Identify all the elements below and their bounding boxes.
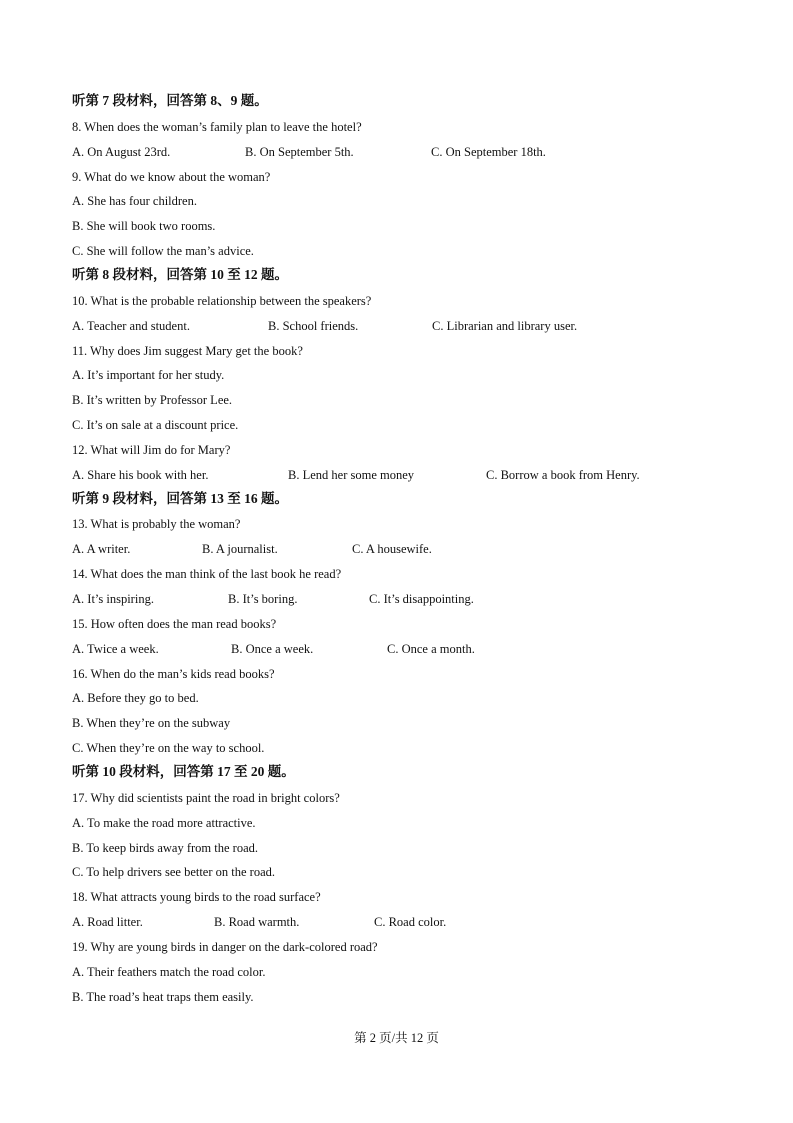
answer-option: B. Road warmth. xyxy=(214,915,300,930)
question-text: 16. When do the man’s kids read books? xyxy=(72,666,275,681)
question-text: 10. What is the probable relationship between the speakers? xyxy=(72,293,372,308)
answer-option: B. Lend her some money xyxy=(288,467,415,482)
section-header: 听第 7 段材料，回答第 8、9 题。 xyxy=(72,93,268,108)
section-header: 听第 8 段材料，回答第 10 至 12 题。 xyxy=(72,266,288,282)
section-header: 听第 10 段材料，回答第 17 至 20 题。 xyxy=(72,763,295,779)
answer-option: A. It’s inspiring. xyxy=(72,592,154,606)
answer-option: B. It’s boring. xyxy=(228,592,298,606)
answer-option: A. Road litter. xyxy=(72,915,143,930)
answer-option: B. A journalist. xyxy=(202,542,278,557)
answer-option: A. Their feathers match the road color. xyxy=(72,964,266,979)
answer-option: B. She will book two rooms. xyxy=(72,219,216,234)
answer-option: C. A housewife. xyxy=(352,542,432,557)
question-text: 18. What attracts young birds to the road surface? xyxy=(72,890,321,905)
answer-option: B. Once a week. xyxy=(231,641,314,656)
answer-option: C. It’s disappointing. xyxy=(369,592,474,606)
answer-option: C. Once a month. xyxy=(387,641,475,656)
answer-option: B. School friends. xyxy=(268,318,359,333)
page-footer: 第 2 页/共 12 页 xyxy=(354,1031,439,1045)
answer-option: C. When they’re on the way to school. xyxy=(72,741,265,756)
answer-option: A. A writer. xyxy=(72,542,131,557)
answer-option: A. Share his book with her. xyxy=(72,467,209,482)
question-text: 12. What will Jim do for Mary? xyxy=(72,442,231,457)
answer-option: A. Teacher and student. xyxy=(72,318,190,333)
answer-option: B. It’s written by Professor Lee. xyxy=(72,393,233,408)
answer-option: B. When they’re on the subway xyxy=(72,716,231,731)
question-text: 11. Why does Jim suggest Mary get the book? xyxy=(72,343,303,358)
question-text: 17. Why did scientists paint the road in bright colors? xyxy=(72,790,340,805)
answer-option: A. On August 23rd. xyxy=(72,144,171,159)
question-text: 15. How often does the man read books? xyxy=(72,616,277,631)
question-text: 9. What do we know about the woman? xyxy=(72,169,271,184)
answer-option: A. Twice a week. xyxy=(72,641,159,656)
question-text: 14. What does the man think of the last book he read? xyxy=(72,567,342,582)
answer-option: C. She will follow the man’s advice. xyxy=(72,244,254,259)
answer-option: A. It’s important for her study. xyxy=(72,368,225,383)
question-text: 13. What is probably the woman? xyxy=(72,517,241,532)
question-text: 19. Why are young birds in danger on the dark-colored road? xyxy=(72,939,378,954)
answer-option: B. To keep birds away from the road. xyxy=(72,840,258,855)
answer-option: C. To help drivers see better on the road. xyxy=(72,865,276,880)
answer-option: C. It’s on sale at a discount price. xyxy=(72,418,239,433)
answer-option: A. Before they go to bed. xyxy=(72,691,199,706)
answer-option: B. The road’s heat traps them easily. xyxy=(72,989,254,1004)
question-text: 8. When does the woman’s family plan to leave the hotel? xyxy=(72,119,362,134)
answer-option: C. Librarian and library user. xyxy=(432,318,578,333)
answer-option: A. To make the road more attractive. xyxy=(72,815,256,830)
answer-option: C. Borrow a book from Henry. xyxy=(486,467,640,482)
section-header: 听第 9 段材料，回答第 13 至 16 题。 xyxy=(72,490,288,506)
answer-option: C. Road color. xyxy=(374,915,447,930)
answer-option: B. On September 5th. xyxy=(245,144,354,159)
answer-option: A. She has four children. xyxy=(72,194,197,209)
answer-option: C. On September 18th. xyxy=(431,144,546,159)
